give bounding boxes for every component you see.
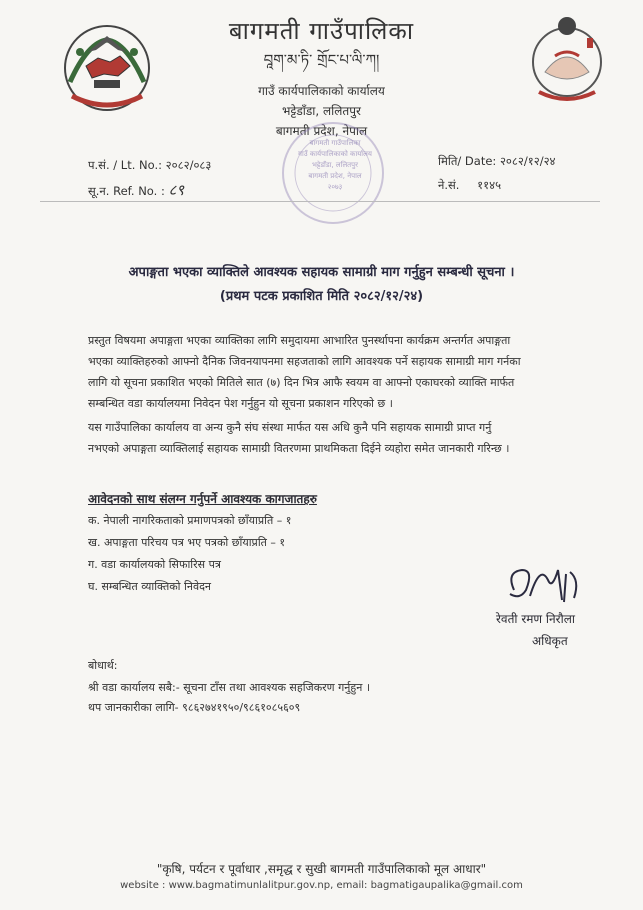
signatory-name: रेवती रमण निरौला bbox=[496, 612, 575, 626]
notice-title: अपाङ्गता भएका व्याक्तिले आवश्यक सहायक सामाग्री माग गर्नुहुन सम्बन्धी सूचना । bbox=[128, 265, 515, 280]
cc-line: श्री वडा कार्यालय सबै:- सूचना टाँस तथा आवश्यक सहजिकरण गर्नुहुन । bbox=[88, 681, 371, 694]
body-line: यस गाउँपालिका कार्यालय वा अन्य कुनै संघ संस्था मार्फत यस अधि कुनै पनि सहायक सामाग्री प्राप्त गर्नु bbox=[88, 421, 492, 434]
annex-item: ख. अपाङ्गता परिचय पत्र भए पत्रको छाँयाप्रति – १ bbox=[88, 536, 286, 549]
annex-item: ग. वडा कार्यालयको सिफारिस पत्र bbox=[88, 558, 221, 571]
signature-mark bbox=[500, 560, 590, 610]
header-divider bbox=[40, 201, 600, 202]
body-line: लागि यो सूचना प्रकाशित भएको मितिले सात (७) दिन भित्र आफै स्वयम वा आफ्नो एकाघरको व्याक्ति मार्फत bbox=[88, 376, 515, 389]
letter-number: प.सं. / Lt. No.: २०८२/०८३ bbox=[88, 158, 212, 172]
organization-name-tibetan: བཱག་མ་ཏི་ གྲོང་པ་ལི་ཀ། bbox=[263, 51, 380, 69]
office-location: भट्टेडाँडा, ललितपुर bbox=[282, 104, 361, 118]
annex-item: क. नेपाली नागरिकताको प्रमाणपत्रको छाँयाप्रति – १ bbox=[88, 514, 292, 527]
office-name: गाउँ कार्यपालिकाको कार्यालय bbox=[258, 84, 385, 98]
body-line: प्रस्तुत विषयमा अपाङ्गता भएका व्याक्तिका लागि समुदायमा आभारित पुनर्स्थापना कार्यक्रम अन्तर्गत अपाङ्गता bbox=[88, 334, 511, 347]
annex-heading: आवेदनको साथ संलग्न गर्नुपर्ने आवश्यक कागजातहरु bbox=[88, 492, 317, 506]
body-line: सम्बन्धित वडा कार्यालयमा निवेदन पेश गर्नुहुन यो सूचना प्रकाशन गरिएको छ । bbox=[88, 397, 393, 410]
letter-date: मिति/ Date: २०८२/१२/२४ bbox=[438, 154, 556, 168]
annex-item: घ. सम्बन्धित व्याक्तिको निवेदन bbox=[88, 580, 212, 593]
notice-subtitle: (प्रथम पटक प्रकाशित मिति २०८२/१२/२४) bbox=[219, 289, 424, 304]
organization-name: बागमती गाउँपालिका bbox=[228, 17, 415, 45]
body-line: नभएको अपाङ्गता व्याक्तिलाई सहायक सामाग्री वितरणमा प्राथमिकता दिईने व्यहोरा समेत जानकारी गरिन्छ । bbox=[88, 442, 510, 455]
contact-phone: थप जानकारीका लागि- ९८६२७४१९५०/९८६१०८५६०९ bbox=[88, 701, 301, 714]
nepal-sambat-year: ने.सं. ११४५ bbox=[438, 178, 502, 192]
footer-contact: website : www.bagmatimunlalitpur.gov.np, email: bagmatigaupalika@gmail.com bbox=[120, 880, 523, 891]
footer-motto: "कृषि, पर्यटन र पूर्वाधार ,समृद्ध र सुखी बागमती गाउँपालिकाको मूल आधार" bbox=[156, 862, 487, 876]
signatory-role: अधिकृत bbox=[532, 634, 568, 648]
office-province: बागमती प्रदेश, नेपाल bbox=[275, 124, 368, 138]
cc-label: बोधार्थ: bbox=[88, 659, 118, 672]
reference-number: सू.न. Ref. No. : ८९ bbox=[88, 181, 185, 199]
body-line: भएका व्याक्तिहरुको आफ्नो दैनिक जिवनयापनमा सहजताको लागि आवश्यक पर्ने सहायक सामाग्री माग गर्नका bbox=[88, 355, 521, 368]
stamp-text: बागमती गाउँपालिका गाउँ कार्यपालिकाको कार्यालय भट्टेडाँडा, ललितपुर बागमती प्रदेश, नेपाल २०७३ bbox=[298, 139, 372, 191]
